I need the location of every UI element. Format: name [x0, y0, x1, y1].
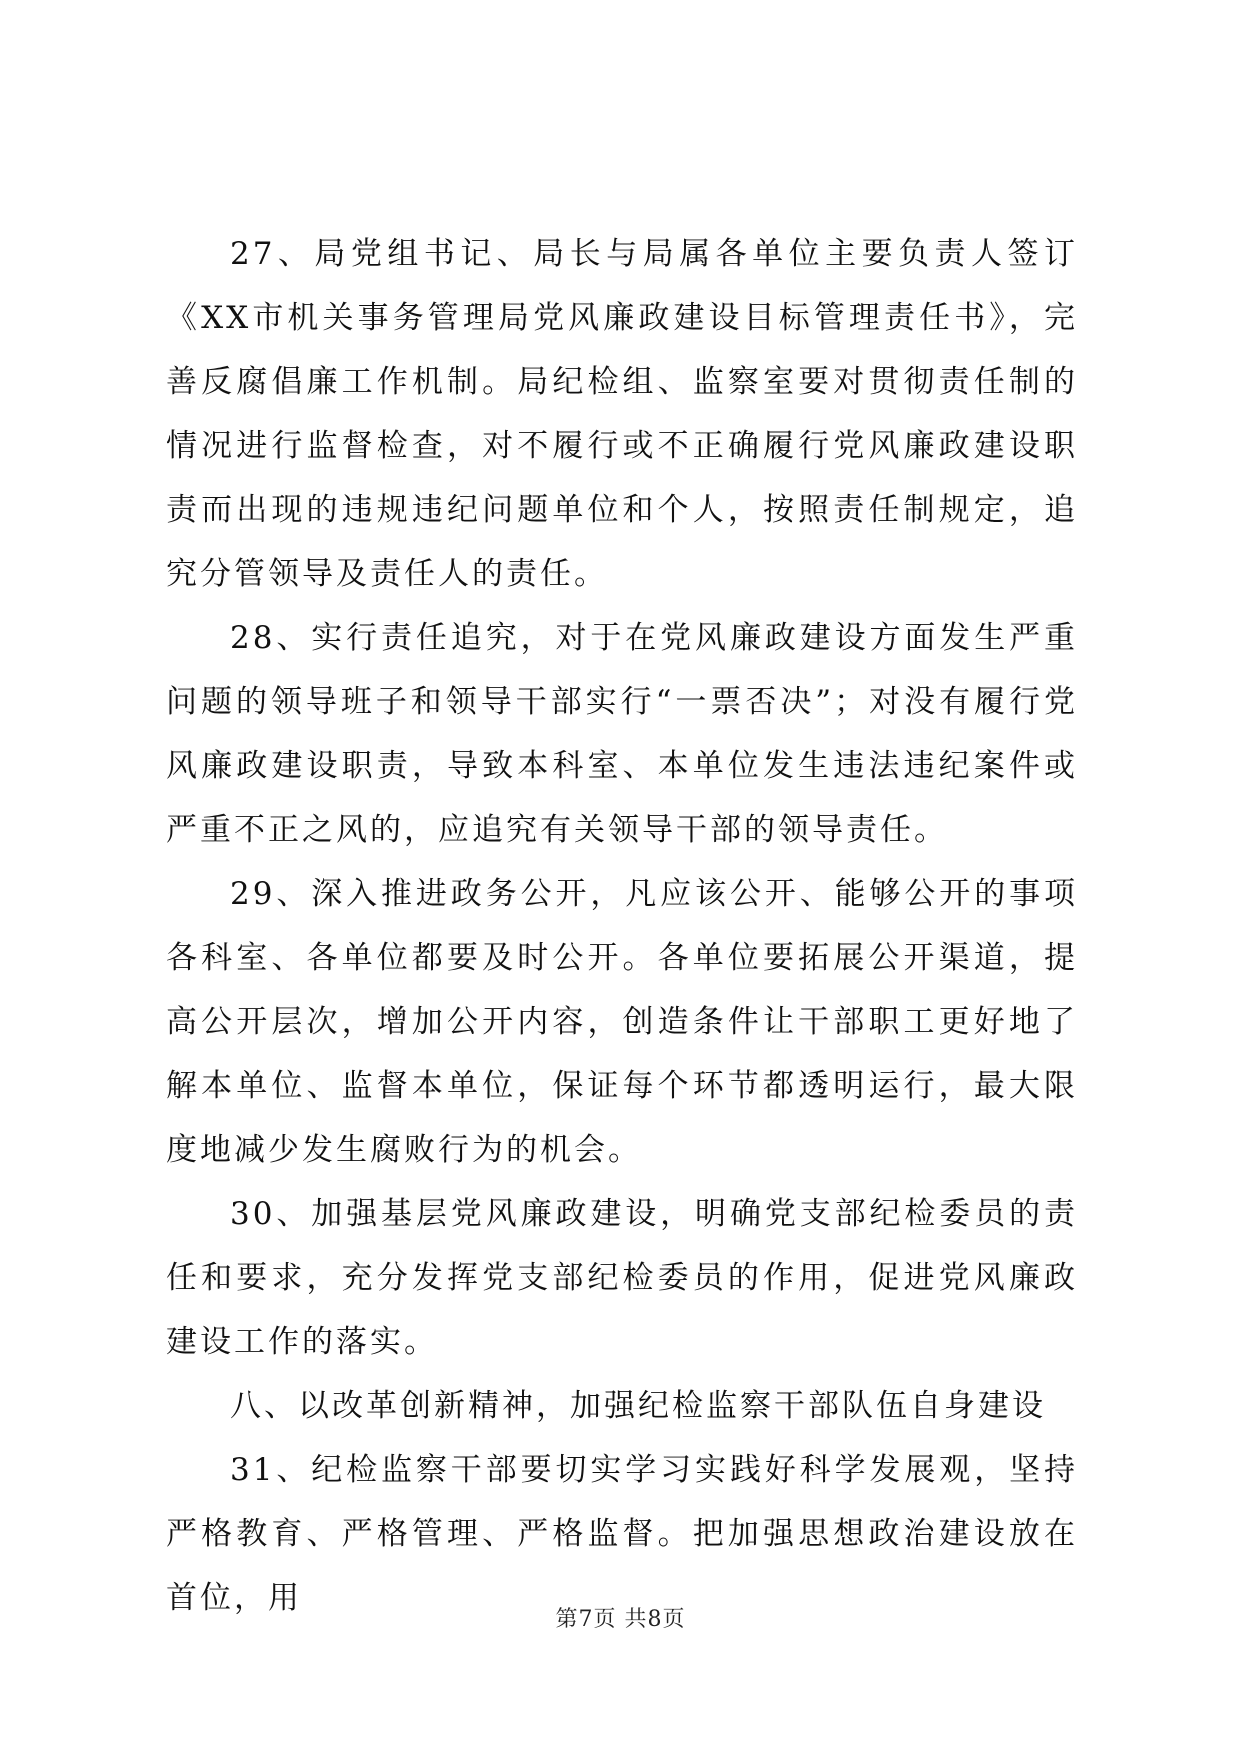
document-body: [166, 222, 1078, 1630]
paragraph-29: 29、深入推进政务公开，凡应该公开、能够公开的事项各科室、各单位都要及时公开。各单位要拓展公开渠道，提高公开层次，增加公开内容，创造条件让干部职工更好地了解本单位、监督本单位，保证每个环节都透明运行，最大限度地减少发生腐败行为的机会。: [166, 876, 1078, 1168]
paragraph-30: 30、加强基层党风廉政建设，明确党支部纪检委员的责任和要求，充分发挥党支部纪检委员的作用，促进党风廉政建设工作的落实。: [166, 1196, 1078, 1360]
paragraph-27: 27、局党组书记、局长与局属各单位主要负责人签订《XX市机关事务管理局党风廉政建设目标管理责任书》，完善反腐倡廉工作机制。局纪检组、监察室要对贯彻责任制的情况进行监督检查，对不履行或不正确履行党风廉政建设职责而出现的违规违纪问题单位和个人，按照责任制规定，追究分管领导及责任人的责任。: [166, 236, 1078, 592]
paragraph-28: 28、实行责任追究，对于在党风廉政建设方面发生严重问题的领导班子和领导干部实行“一票否决”；对没有履行党风廉政建设职责，导致本科室、本单位发生违法违纪案件或严重不正之风的，应追究有关领导干部的领导责任。: [166, 620, 1078, 848]
section-heading-8: 八、以改革创新精神，加强纪检监察干部队伍自身建设: [230, 1388, 1046, 1424]
page-number-footer: 第7页 共8页: [555, 1607, 686, 1632]
paragraph-31: 31、纪检监察干部要切实学习实践好科学发展观，坚持严格教育、严格管理、严格监督。把加强思想政治建设放在首位，用: [166, 1452, 1078, 1616]
